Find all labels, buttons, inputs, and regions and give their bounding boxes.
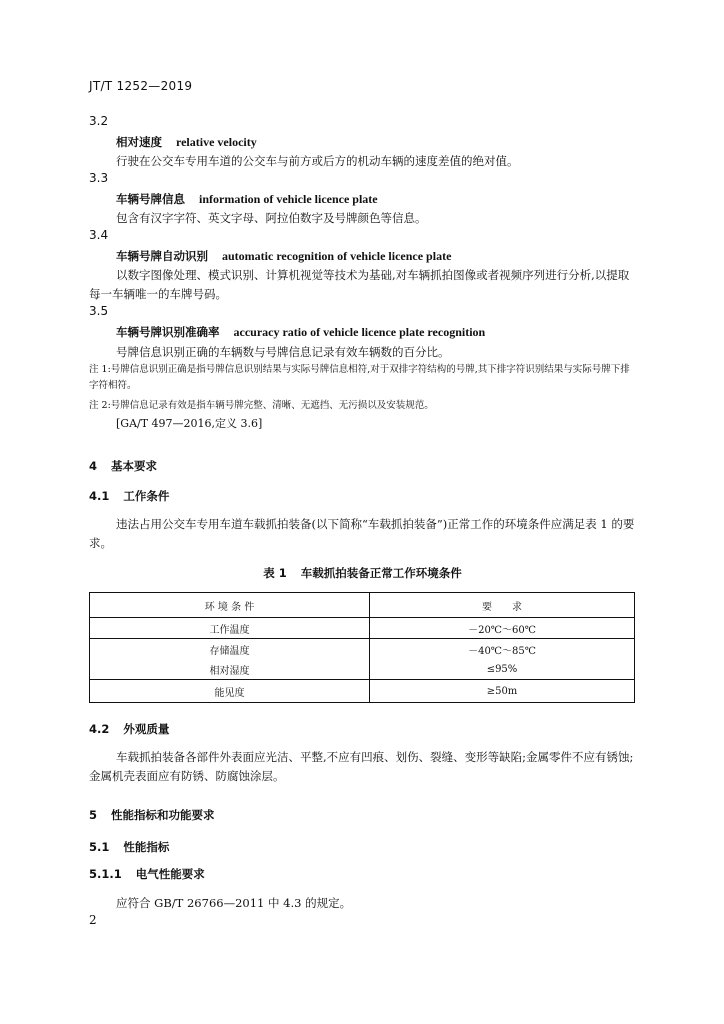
table-cell: 相对湿度 (90, 659, 370, 680)
paragraph: 车载抓拍装备各部件外表面应光洁、平整,不应有凹痕、划伤、裂缝、变形等缺陷;金属零件不应有锈蚀;金属机壳表面应有防锈、防腐蚀涂层。 (89, 750, 634, 783)
term-definition: 包含有汉字字符、英文字母、阿拉伯数字及号牌颜色等信息。 (116, 211, 427, 225)
table-row (90, 618, 635, 639)
term-number: 3.5 (89, 304, 109, 318)
standard-code-header: JT/T 1252—2019 (89, 79, 193, 93)
term-title (116, 248, 636, 264)
table-caption: 表 1 车载抓拍装备正常工作环境条件 (263, 566, 462, 580)
term-number: 3.4 (89, 228, 109, 242)
environment-table (89, 592, 635, 703)
term-number: 3.2 (89, 114, 109, 128)
term-zh: 车辆号牌自动识别 (116, 249, 208, 263)
subsection-heading: 5.1.1 电气性能要求 (89, 867, 205, 881)
table-row (90, 659, 635, 680)
subsection-heading: 5.1 性能指标 (89, 840, 170, 854)
term-en: automatic recognition of vehicle licence plate (222, 249, 452, 263)
term-number: 3.3 (89, 171, 109, 185)
subsection-heading: 4.1 工作条件 (89, 489, 170, 503)
table-cell: 存储温度 (90, 639, 370, 660)
term-definition: 行驶在公交车专用车道的公交车与前方或后方的机动车辆的速度差值的绝对值。 (116, 154, 519, 168)
note-1: 注 1:号牌信息识别正确是指号牌信息识别结果与实际号牌信息相符,对于双排字符结构的号牌,其下排字符识别结果与实际号牌下排字符相符。 (89, 364, 630, 391)
table-cell: 能见度 (90, 680, 370, 703)
table-row (90, 639, 635, 660)
term-definition: 以数字图像处理、模式识别、计算机视觉等技术为基础,对车辆抓拍图像或者视频序列进行分析,以提取每一车辆唯一的车牌号码。 (89, 268, 630, 301)
term-en: information of vehicle licence plate (199, 192, 378, 206)
source-reference: [GA/T 497—2016,定义 3.6] (116, 417, 263, 430)
term-title (116, 134, 636, 150)
table-cell: ≤95% (486, 663, 518, 675)
table-row (90, 680, 635, 703)
section-heading: 5 性能指标和功能要求 (89, 808, 215, 822)
subsection-heading: 4.2 外观质量 (89, 722, 170, 736)
paragraph: 违法占用公交车专用车道车载抓拍装备(以下简称“车载抓拍装备”)正常工作的环境条件应满足表 1 的要求。 (89, 517, 635, 550)
table-cell: ≥50m (370, 680, 635, 703)
page-number: 2 (89, 913, 97, 927)
term-en: accuracy ratio of vehicle licence plate recognition (233, 325, 486, 339)
term-definition: 号牌信息识别正确的车辆数与号牌信息记录有效车辆数的百分比。 (116, 345, 450, 359)
table-cell: 工作温度 (90, 618, 370, 639)
term-en: relative velocity (176, 135, 257, 149)
note-2: 注 2:号牌信息记录有效是指车辆号牌完整、清晰、无遮挡、无污损以及安装规范。 (89, 400, 434, 411)
term-zh: 相对速度 (116, 135, 162, 149)
table-header-row (90, 593, 635, 618)
term-title (116, 191, 636, 207)
section-heading: 4 基本要求 (89, 459, 158, 473)
table-cell: －20℃～60℃ (468, 624, 536, 636)
term-title (116, 324, 636, 340)
term-zh: 车辆号牌识别准确率 (116, 325, 220, 339)
table-cell: －40℃～85℃ (370, 639, 635, 660)
paragraph: 应符合 GB/T 26766—2011 中 4.3 的规定。 (116, 896, 352, 910)
table-header-cell: 环 境 条 件 (90, 593, 370, 618)
table-header-cell: 要 求 (370, 593, 635, 618)
term-zh: 车辆号牌信息 (116, 192, 185, 206)
